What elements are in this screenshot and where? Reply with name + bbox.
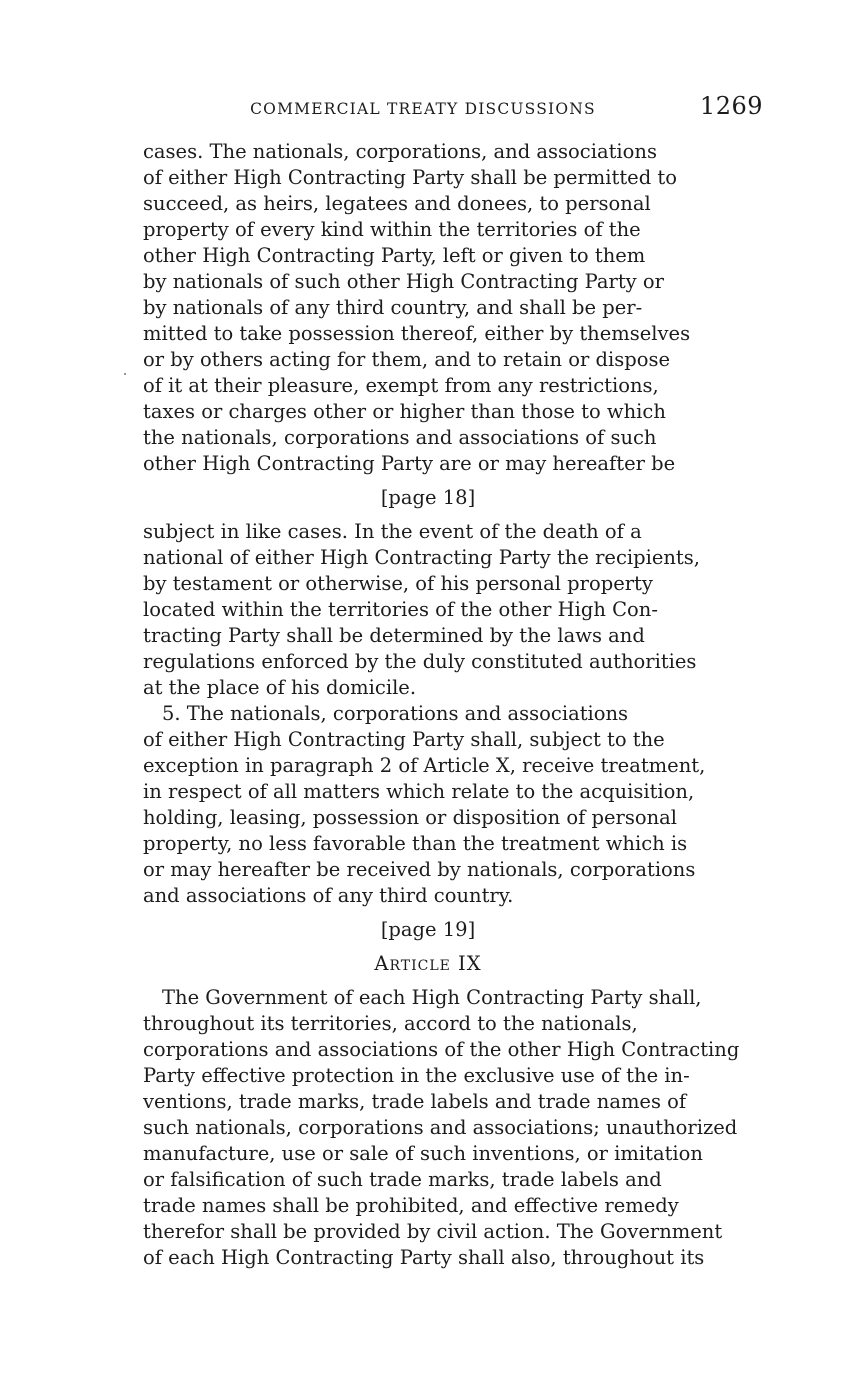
text-line: located within the territories of the other High Con- (143, 598, 658, 621)
paragraph-article-nine (143, 985, 740, 1271)
text-line: subject in like cases. In the event of the death of a (143, 520, 642, 543)
text-line: property, no less favorable than the treatment which is (143, 832, 688, 855)
text-line: therefor shall be provided by civil action. The Government (143, 1220, 723, 1243)
text-line: by testament or otherwise, of his personal property (143, 572, 653, 595)
running-title: COMMERCIAL TREATY DISCUSSIONS (250, 100, 596, 118)
text-line: holding, leasing, possession or disposition of personal (143, 806, 677, 829)
page-marker: [page 19] (380, 918, 476, 941)
page-marker: [page 18] (380, 486, 476, 509)
text-line: manufacture, use or sale of such inventions, or imitation (143, 1142, 703, 1165)
running-head (143, 92, 763, 126)
text-line: of it at their pleasure, exempt from any restrictions, (143, 374, 659, 397)
text-line: tracting Party shall be determined by the laws and (143, 624, 645, 647)
text-line: such nationals, corporations and associations; unauthorized (143, 1116, 738, 1139)
margin-mark (124, 373, 126, 375)
text-line: ventions, trade marks, trade labels and trade names of (143, 1090, 687, 1113)
text-line: taxes or charges other or higher than those to which (143, 400, 666, 423)
page-number: 1269 (699, 92, 763, 120)
body-text (143, 139, 740, 1271)
text-line: by nationals of any third country, and shall be per- (143, 296, 643, 319)
text-line: Party effective protection in the exclusive use of the in- (143, 1064, 690, 1087)
text-line: corporations and associations of the other High Contracting (143, 1038, 740, 1061)
text-line: of either High Contracting Party shall be permitted to (143, 166, 677, 189)
text-line: and associations of any third country. (143, 884, 514, 907)
text-line: of each High Contracting Party shall also, throughout its (143, 1246, 705, 1269)
text-line: 5. The nationals, corporations and associations (162, 702, 629, 725)
text-line: property of every kind within the territories of the (143, 218, 641, 241)
text-line: the nationals, corporations and associations of such (143, 426, 657, 449)
text-line: at the place of his domicile. (143, 676, 417, 699)
paragraph-death-of-national (143, 519, 723, 701)
text-line: or falsification of such trade marks, trade labels and (143, 1168, 662, 1191)
paragraph-five (143, 701, 723, 909)
text-line: regulations enforced by the duly constituted authorities (143, 650, 697, 673)
paragraph-continued (143, 139, 723, 477)
text-line: The Government of each High Contracting Party shall, (162, 986, 702, 1009)
article-heading: Article IX (374, 952, 482, 975)
text-line: trade names shall be prohibited, and effective remedy (143, 1194, 679, 1217)
text-line: other High Contracting Party, left or given to them (143, 244, 646, 267)
text-line: of either High Contracting Party shall, subject to the (143, 728, 665, 751)
text-line: by nationals of such other High Contracting Party or (143, 270, 664, 293)
text-line: or may hereafter be received by nationals, corporations (143, 858, 696, 881)
text-line: other High Contracting Party are or may hereafter be (143, 452, 676, 475)
text-line: mitted to take possession thereof, either by themselves (143, 322, 691, 345)
text-line: cases. The nationals, corporations, and associations (143, 140, 657, 163)
text-line: succeed, as heirs, legatees and donees, to personal (143, 192, 651, 215)
text-line: in respect of all matters which relate to the acquisition, (143, 780, 695, 803)
text-line: throughout its territories, accord to the nationals, (143, 1012, 638, 1035)
text-line: exception in paragraph 2 of Article X, receive treatment, (143, 754, 706, 777)
text-line: national of either High Contracting Party the recipients, (143, 546, 700, 569)
text-line: or by others acting for them, and to retain or dispose (143, 348, 671, 371)
